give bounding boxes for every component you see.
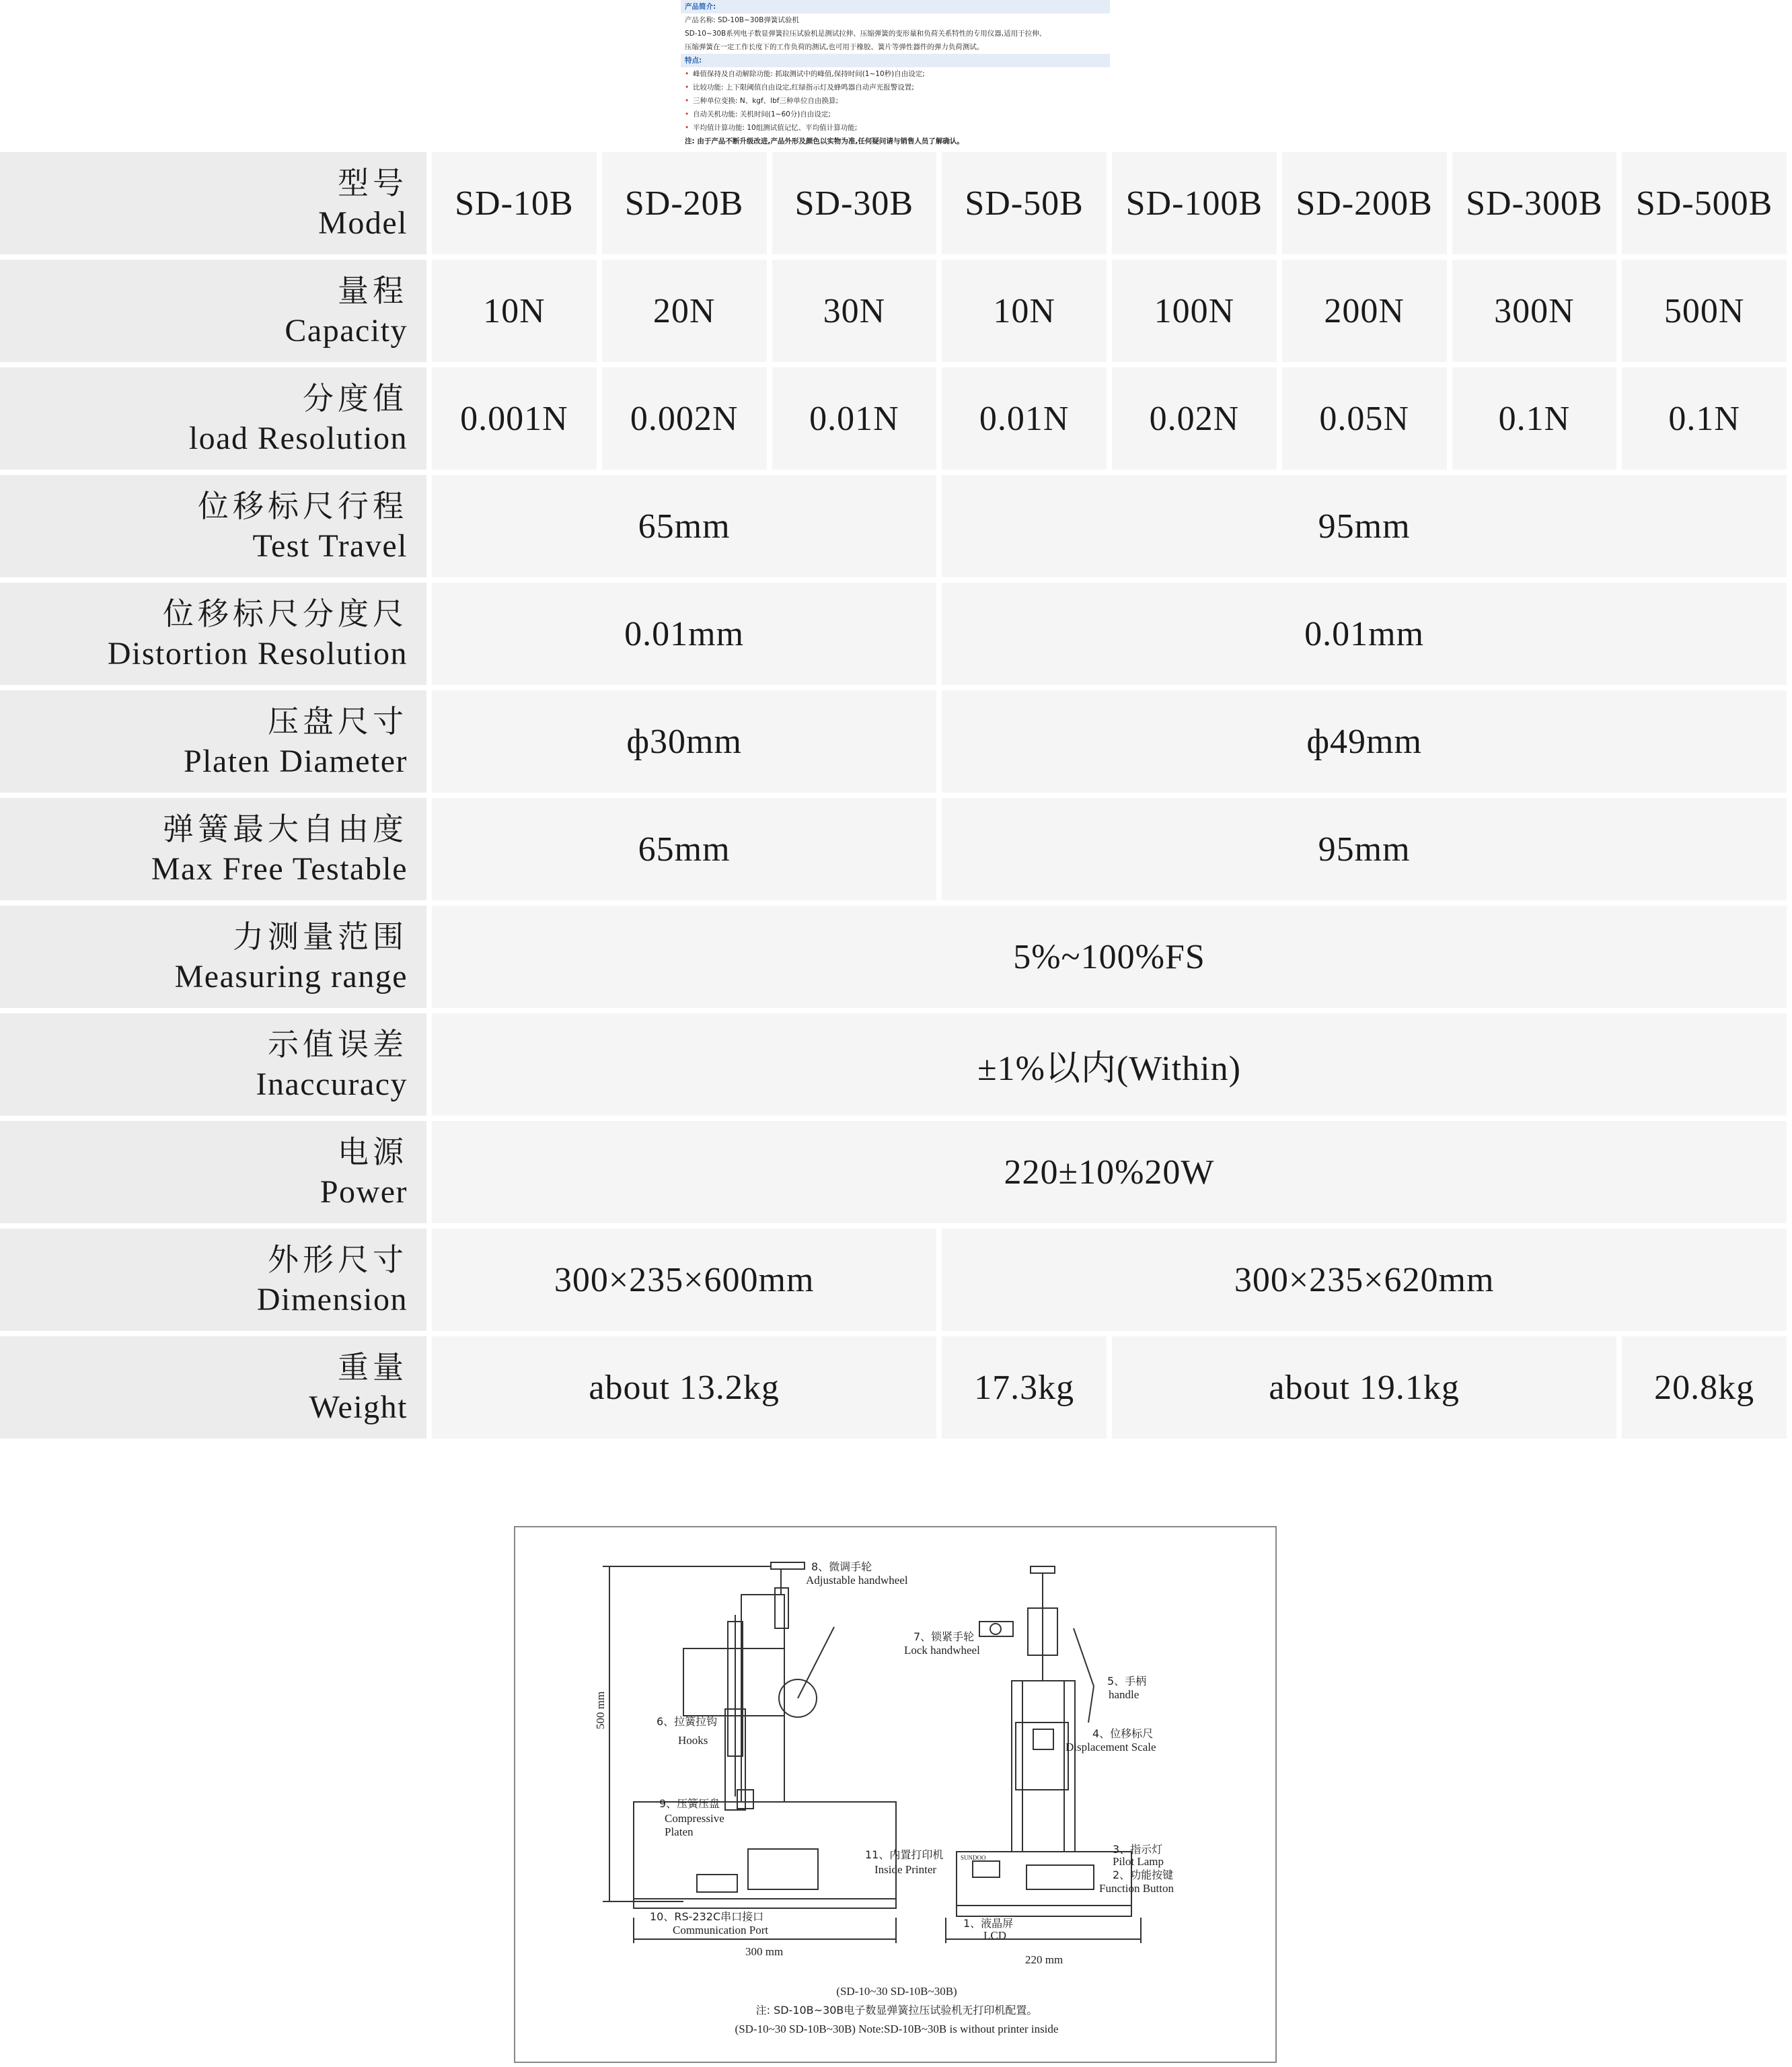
diagram-note-zh: 注: SD-10B~30B电子数显弹簧拉压试验机无打印机配置。 <box>755 2004 1038 2017</box>
spec-label-zh: 位移标尺分度尺 <box>163 595 408 632</box>
spec-label-en: Max Free Testable <box>151 851 408 887</box>
spec-value-cell: 0.001N <box>432 367 597 470</box>
spec-value-cell: SD-500B <box>1622 152 1787 254</box>
spec-label-en: Inaccuracy <box>256 1066 408 1102</box>
spec-value-cell: SD-200B <box>1282 152 1447 254</box>
diagram-note <box>515 1982 1278 2039</box>
spec-row <box>0 1336 1787 1439</box>
spec-label-zh: 电源 <box>338 1134 408 1170</box>
spec-value-cell: SD-10B <box>432 152 597 254</box>
intro-description-1: SD-10~30B系列电子数显弹簧拉压试验机是测试拉伸、压缩弹簧的变形量和负荷关系特性的专用仪器,适用于拉伸、 <box>685 30 1047 38</box>
diagram-note-en: (SD-10~30 SD-10B~30B) Note:SD-10B~30B is without printer inside <box>735 2023 1059 2035</box>
spec-label-zh: 示值误差 <box>268 1026 408 1062</box>
spec-value-cell: SD-100B <box>1112 152 1277 254</box>
label-7-en: Lock handwheel <box>904 1644 980 1657</box>
label-width-300: 300 mm <box>745 1945 784 1958</box>
spec-row <box>0 906 1787 1008</box>
spec-value-cell: 0.02N <box>1112 367 1277 470</box>
spec-row <box>0 690 1787 793</box>
product-intro <box>681 0 1110 152</box>
label-5-en: handle <box>1109 1688 1140 1701</box>
spec-label-en: Platen Diameter <box>183 744 408 779</box>
spec-value-cell: ф49mm <box>942 690 1787 793</box>
spec-label-zh: 压盘尺寸 <box>268 703 408 739</box>
spec-label-zh: 分度值 <box>303 380 408 416</box>
spec-table <box>0 147 1792 1444</box>
label-2: 2、功能按键 <box>1113 1869 1174 1881</box>
spec-row <box>0 583 1787 685</box>
spec-value-cell: 5%~100%FS <box>432 906 1787 1008</box>
spec-value-cell: 0.01mm <box>942 583 1787 685</box>
spec-label-zh: 弹簧最大自由度 <box>163 811 408 847</box>
label-1-en: LCD <box>983 1929 1006 1942</box>
label-6-en: Hooks <box>678 1734 708 1747</box>
intro-section-title: 产品简介: <box>681 0 1110 13</box>
side-column <box>741 1595 784 1802</box>
label-5: 5、手柄 <box>1107 1675 1147 1688</box>
label-10-en: Communication Port <box>673 1924 769 1936</box>
spec-value-cell: 17.3kg <box>942 1336 1107 1439</box>
spec-label-en: Dimension <box>256 1282 408 1317</box>
spec-label-en: Capacity <box>285 313 408 349</box>
intro-description-2: 压缩弹簧在一定工作长度下的工作负荷的测试,也可用于橡胶、簧片等弹性器件的弹力负荷测试。 <box>685 43 984 51</box>
spec-row-label <box>0 690 426 793</box>
label-9-en2: Platen <box>665 1825 694 1838</box>
front-display <box>1016 1722 1068 1790</box>
label-1: 1、液晶屏 <box>963 1917 1014 1930</box>
label-10: 10、RS-232C串口接口 <box>650 1910 764 1923</box>
spec-row <box>0 1013 1787 1116</box>
spec-row <box>0 260 1787 362</box>
spec-label-zh: 重量 <box>338 1349 408 1385</box>
label-7: 7、锁紧手轮 <box>913 1630 975 1643</box>
label-9-en1: Compressive <box>665 1812 724 1825</box>
spec-value-cell: 100N <box>1112 260 1277 362</box>
spec-value-cell: about 13.2kg <box>432 1336 936 1439</box>
label-4: 4、位移标尺 <box>1092 1727 1154 1740</box>
label-6: 6、拉簧拉钩 <box>657 1715 718 1728</box>
spec-row-label <box>0 1121 426 1223</box>
label-2-en: Function Button <box>1099 1882 1174 1895</box>
spec-row-label <box>0 1013 426 1116</box>
spec-value-cell: 10N <box>942 260 1107 362</box>
spec-label-zh: 位移标尺行程 <box>198 488 408 524</box>
spec-label-en: Model <box>318 205 408 241</box>
spec-row <box>0 152 1787 254</box>
spec-value-cell: 200N <box>1282 260 1447 362</box>
spec-value-cell: ф30mm <box>432 690 936 793</box>
spec-label-zh: 外形尺寸 <box>268 1241 408 1278</box>
feature-item: • 比较功能: 上下限阈值自由设定,红绿指示灯及蜂鸣器自动声光报警设置; <box>681 81 1110 94</box>
feature-item: • 平均值计算功能: 10组测试值记忆、平均值计算功能; <box>681 121 1110 135</box>
machine-diagram <box>514 1526 1277 2063</box>
spec-label-zh: 力测量范围 <box>233 918 408 955</box>
spec-value-cell: 0.1N <box>1622 367 1787 470</box>
feature-item: • 峰值保持及自动解除功能: 抓取测试中的峰值,保持时间(1~10秒)自由设定; <box>681 67 1110 81</box>
spec-value-cell: 95mm <box>942 475 1787 577</box>
front-frame <box>1012 1681 1075 1852</box>
spec-value-cell: 30N <box>772 260 937 362</box>
spec-label-en: Power <box>320 1174 408 1210</box>
feature-item: • 三种单位变换: N、kgf、lbf三种单位自由换算; <box>681 94 1110 108</box>
spec-value-cell: 0.01N <box>772 367 937 470</box>
spec-value-cell: 10N <box>432 260 597 362</box>
spec-value-cell: 0.002N <box>602 367 767 470</box>
spec-row <box>0 367 1787 470</box>
spec-row <box>0 1229 1787 1331</box>
spec-value-cell: SD-300B <box>1452 152 1617 254</box>
spec-label-en: Test Travel <box>252 528 408 564</box>
spec-value-cell: 500N <box>1622 260 1787 362</box>
spec-row-label <box>0 152 426 254</box>
diagram-note-models: (SD-10~30 SD-10B~30B) <box>836 1985 957 1998</box>
side-printer <box>748 1849 818 1889</box>
label-11-en: Inside Printer <box>874 1863 937 1876</box>
label-9: 9、压簧压盘 <box>659 1797 720 1810</box>
spec-value-cell: 65mm <box>432 798 936 900</box>
spec-row-label <box>0 1229 426 1331</box>
spec-row-label <box>0 798 426 900</box>
spec-value-cell: SD-50B <box>942 152 1107 254</box>
label-width-220: 220 mm <box>1025 1953 1063 1966</box>
spec-value-cell: SD-30B <box>772 152 937 254</box>
spec-row-label <box>0 367 426 470</box>
spec-row <box>0 475 1787 577</box>
spec-label-en: Measuring range <box>174 959 408 994</box>
spec-row <box>0 1121 1787 1223</box>
spec-row-label <box>0 1336 426 1439</box>
spec-row <box>0 798 1787 900</box>
spec-value-cell: 0.05N <box>1282 367 1447 470</box>
spec-row-label <box>0 260 426 362</box>
spec-value-cell: 300×235×600mm <box>432 1229 936 1331</box>
diagram-drawing <box>515 1527 1278 1985</box>
spec-value-cell: 65mm <box>432 475 936 577</box>
spec-value-cell: 0.1N <box>1452 367 1617 470</box>
spec-label-en: load Resolution <box>188 421 408 456</box>
feature-item: • 自动关机功能: 关机时间(1~60分)自由设定; <box>681 108 1110 121</box>
label-height: 500 mm <box>594 1691 607 1729</box>
spec-value-cell: 20N <box>602 260 767 362</box>
spec-label-en: Weight <box>309 1389 408 1425</box>
side-carriage <box>683 1648 784 1716</box>
label-3-en: Pilot Lamp <box>1113 1855 1164 1868</box>
label-3: 3、指示灯 <box>1113 1843 1163 1856</box>
spec-label-zh: 型号 <box>338 165 408 201</box>
spec-value-cell: about 19.1kg <box>1112 1336 1616 1439</box>
spec-value-cell: 95mm <box>942 798 1787 900</box>
spec-value-cell: 20.8kg <box>1622 1336 1787 1439</box>
spec-value-cell: 220±10%20W <box>432 1121 1787 1223</box>
label-11: 11、内置打印机 <box>865 1848 944 1861</box>
spec-value-cell: 300×235×620mm <box>942 1229 1787 1331</box>
spec-row-label <box>0 475 426 577</box>
spec-value-cell: 300N <box>1452 260 1617 362</box>
spec-row-label <box>0 583 426 685</box>
label-8-en: Adjustable handwheel <box>806 1574 908 1587</box>
spec-row-label <box>0 906 426 1008</box>
spec-value-cell: ±1%以内(Within) <box>432 1013 1787 1116</box>
brand-logo: SUNDOO <box>961 1854 986 1861</box>
label-4-en: Displacement Scale <box>1066 1741 1156 1753</box>
features-section-title: 特点: <box>681 54 1110 67</box>
spec-value-cell: 0.01mm <box>432 583 936 685</box>
intro-product-name: 产品名称: SD-10B~30B弹簧试验机 <box>685 16 799 24</box>
spec-table-body <box>0 152 1787 1439</box>
spec-label-en: Distortion Resolution <box>107 636 408 672</box>
spec-value-cell: SD-20B <box>602 152 767 254</box>
intro-note: 注: 由于产品不断升级改进,产品外形及颜色以实物为准,任何疑问请与销售人员了解确认。 <box>685 137 964 145</box>
label-8: 8、微调手轮 <box>811 1560 872 1573</box>
spec-label-zh: 量程 <box>338 273 408 309</box>
spec-value-cell: 0.01N <box>942 367 1107 470</box>
